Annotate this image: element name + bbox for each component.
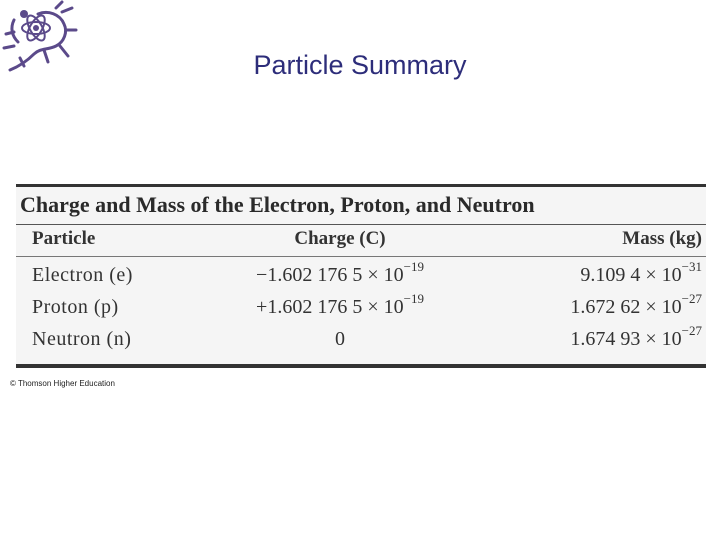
particle-name: Proton (p)	[32, 296, 119, 318]
charge-value: −1.602 176 $5 \times 10^{-19}$	[256, 259, 424, 286]
particle-name: Electron (e)	[32, 264, 133, 286]
particle-name: Neutron (n)	[32, 328, 132, 350]
table-row	[16, 260, 706, 292]
lizard-atom-logo-icon	[0, 0, 78, 80]
table-row	[16, 324, 706, 356]
table-caption: Charge and Mass of the Electron, Proton, and Neutron	[20, 192, 535, 217]
slide-title: Particle Summary	[253, 50, 467, 80]
mass-value: 1.674 $93 \times 10^{-27}$	[570, 323, 702, 350]
table-top-rule	[16, 184, 706, 187]
header-particle: Particle	[32, 228, 96, 249]
header-charge: Charge (C)	[294, 228, 386, 249]
caption-rule	[16, 224, 706, 225]
mass-value: 9.109 $4 \times 10^{-31}$	[580, 259, 702, 286]
table-body	[16, 260, 706, 356]
header-rule	[16, 256, 706, 257]
table-row	[16, 292, 706, 324]
charge-value: +1.602 176 $5 \times 10^{-19}$	[256, 291, 424, 318]
table-bottom-rule	[16, 364, 706, 368]
mass-value: 1.672 $62 \times 10^{-27}$	[570, 291, 702, 318]
copyright-credit: © Thomson Higher Education	[10, 379, 115, 388]
particle-table	[16, 184, 706, 368]
header-mass: Mass (kg)	[622, 228, 702, 249]
charge-value: 0	[335, 328, 345, 350]
